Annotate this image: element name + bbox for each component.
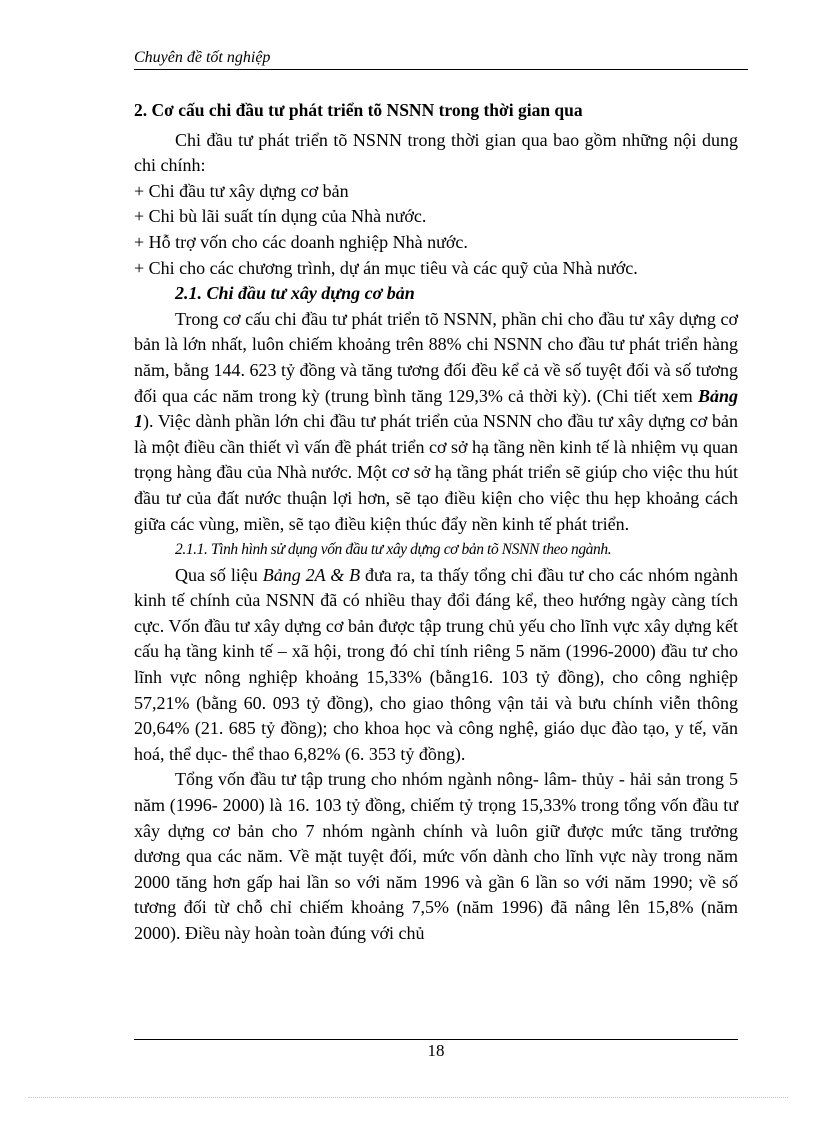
subsection-heading: 2.1. Chi đầu tư xây dựng cơ bản <box>175 283 415 304</box>
section-heading: 2. Cơ cấu chi đầu tư phát triển tõ NSNN trong thời gian qua <box>134 100 583 120</box>
bullet-item: + Chi cho các chương trình, dự án mục tiêu và các quỹ của Nhà nước. <box>134 257 638 278</box>
paragraph-text: Qua số liệu <box>175 564 263 585</box>
table-reference: Bảng 2A & B <box>262 564 361 585</box>
paragraph-text: ). Việc dành phần lớn chi đầu tư phát triển của NSNN cho đầu tư xây dựng cơ bản là một điều cần thiết vì vấn đề phát triển cơ sở hạ tầng nền kinh tế là nhiệm vụ quan trọng hàng đầu của Nhà nước. Một cơ sở hạ tầng phát triển sẽ giúp cho việc thu hút đầu tư của đất nước thuận lợi hơn, sẽ tạo điều kiện cho việc thu hẹp khoảng cách giữa các vùng, miền, sẽ tạo điều kiện thúc đẩy nền kinh tế phát triển. <box>134 411 738 534</box>
footer-divider <box>134 1039 738 1040</box>
intro-paragraph: Chi đầu tư phát triển tõ NSNN trong thời gian qua bao gồm những nội dung chi chính: <box>134 129 738 176</box>
paragraph-agriculture: Tổng vốn đầu tư tập trung cho nhóm ngành nông- lâm- thủy - hải sản trong 5 năm (1996- 2000) là 16. 103 tỷ đồng, chiếm tỷ trọng 15,33% trong tổng vốn đầu tư xây dựng cơ bản cho 7 nhóm ngành chính và luôn giữ được mức tăng trưởng dương qua các năm. Về mặt tuyệt đối, mức vốn dành cho lĩnh vực này trong năm 2000 tăng hơn gấp hai lần so với năm 1996 và gần 6 lần so với năm 1990; về số tương đối từ chỗ chỉ chiếm khoảng 7,5% (năm 1996) đã nâng lên 15,8% (năm 2000). Điều này hoàn toàn đúng với chủ <box>134 769 738 943</box>
page-number: 18 <box>427 1041 445 1060</box>
paragraph-text: đưa ra, ta thấy tổng chi đầu tư cho các nhóm ngành kinh tế chính của NSNN đã có nhiều thay đổi đáng kể, theo hướng ngày càng tích cực. Vốn đầu tư xây dựng cơ bản được tập trung chủ yếu cho lĩnh vực xây dựng kết cấu hạ tầng kinh tế – xã hội, trong đó chỉ tính riêng 5 năm (1996-2000) đầu tư cho lĩnh vực nông nghiệp khoảng 15,33% (bằng16. 103 tỷ đồng), cho công nghiệp 57,21% (bằng 60. 093 tỷ đồng), cho giao thông vận tải và bưu chính viễn thông 20,64% (21. 685 tỷ đồng); cho khoa học và công nghệ, giáo dục đào tạo, y tế, văn hoá, thể dục- thể thao 6,82% (6. 353 tỷ đồng). <box>134 564 738 764</box>
page-body <box>134 98 738 947</box>
bullet-item: + Hỗ trợ vốn cho các doanh nghiệp Nhà nước. <box>134 231 468 252</box>
paragraph-capital-construction <box>134 307 738 537</box>
table-reference: Bảng 1 <box>134 385 738 432</box>
page-bottom-rule <box>28 1097 788 1098</box>
bullet-item: + Chi đầu tư xây dựng cơ bản <box>134 180 349 201</box>
running-header: Chuyên đề tốt nghiệp <box>134 48 748 70</box>
bullet-item: + Chi bù lãi suất tín dụng của Nhà nước. <box>134 206 427 227</box>
paragraph-by-sector <box>134 563 738 768</box>
subsubsection-heading: 2.1.1. Tình hình sử dụng vốn đầu tư xây dựng cơ bản tõ NSNN theo ngành. <box>175 541 612 559</box>
paragraph-text: Trong cơ cấu chi đầu tư phát triển tõ NSNN, phần chi cho đầu tư xây dựng cơ bản là lớn nhất, luôn chiếm khoảng trên 88% chi NSNN cho đầu tư phát triển hàng năm, bằng 144. 623 tỷ đồng và tăng tương đối đều kể cả về số tuyệt đối và số tương đối qua các năm trong kỳ (trung bình tăng 129,3% cả thời kỳ). (Chi tiết xem <box>134 308 738 406</box>
